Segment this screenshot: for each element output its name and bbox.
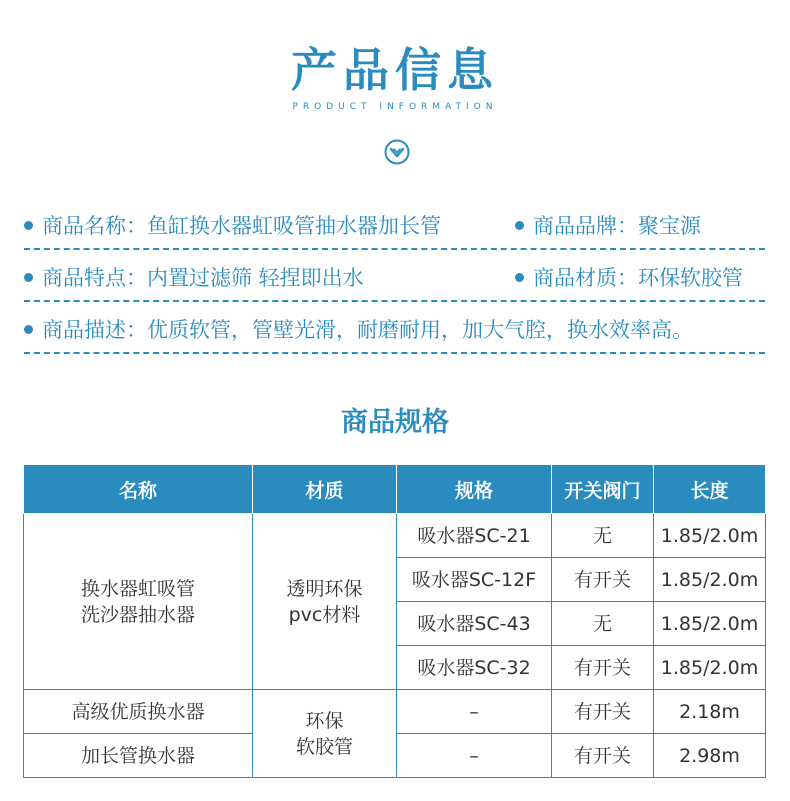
valve-cell: 有开关 (552, 690, 654, 734)
product-name-label: 商品名称： (42, 214, 147, 238)
page-title: 产品信息 (291, 43, 499, 97)
group1-material-line1: 透明环保 (286, 577, 363, 600)
page-subtitle: PRODUCT INFORMATION (292, 102, 498, 112)
bullet-icon (515, 221, 524, 230)
product-feature-label: 商品特点： (42, 266, 147, 290)
name-cell: 加长管换水器 (24, 734, 253, 778)
header-length: 长度 (654, 465, 766, 514)
header-spec: 规格 (397, 465, 552, 514)
valve-cell: 有开关 (552, 558, 654, 602)
spec-cell: – (397, 690, 552, 734)
product-feature-value: 内置过滤筛 轻捏即出水 (147, 266, 364, 290)
length-cell: 1.85/2.0m (654, 646, 766, 690)
header-name: 名称 (24, 465, 253, 514)
chevron-down-circle-icon (384, 139, 410, 165)
length-cell: 1.85/2.0m (654, 558, 766, 602)
bullet-icon (24, 273, 33, 282)
group1-name-line2: 洗沙器抽水器 (80, 603, 195, 626)
group2-material-cell (253, 690, 397, 778)
spec-cell: – (397, 734, 552, 778)
group1-material-cell (253, 514, 397, 690)
valve-cell: 无 (552, 602, 654, 646)
product-name-value: 鱼缸换水器虹吸管抽水器加长管 (147, 214, 441, 238)
length-cell: 1.85/2.0m (654, 602, 766, 646)
group1-name-line1: 换水器虹吸管 (80, 577, 195, 600)
group1-material-line2: pvc材料 (288, 603, 361, 626)
group2-material-line1: 环保 (305, 709, 344, 732)
spec-cell: 吸水器SC-32 (397, 646, 552, 690)
product-desc-field (24, 314, 693, 344)
spec-cell: 吸水器SC-12F (397, 558, 552, 602)
valve-cell: 有开关 (552, 734, 654, 778)
table-header-row (24, 465, 766, 514)
product-name-field (24, 210, 441, 240)
bullet-icon (24, 325, 33, 334)
name-cell: 高级优质换水器 (24, 690, 253, 734)
specs-table (23, 464, 766, 778)
group1-name-cell (24, 514, 253, 690)
header-material: 材质 (253, 465, 397, 514)
product-brand-field (515, 210, 701, 240)
product-material-value: 环保软胶管 (638, 266, 743, 290)
specs-title: 商品规格 (341, 407, 449, 438)
spec-cell: 吸水器SC-21 (397, 514, 552, 558)
product-feature-field (24, 262, 364, 292)
length-cell: 2.18m (654, 690, 766, 734)
info-row-3 (24, 304, 765, 354)
product-desc-value: 优质软管，管壁光滑，耐磨耐用，加大气腔，换水效率高。 (147, 318, 693, 342)
product-material-field (515, 262, 743, 292)
header-valve: 开关阀门 (552, 465, 654, 514)
group2-material-line2: 软胶管 (295, 735, 353, 758)
info-row-2 (24, 252, 765, 302)
valve-cell: 有开关 (552, 646, 654, 690)
table-row (24, 690, 766, 734)
product-material-label: 商品材质： (533, 266, 638, 290)
bullet-icon (24, 221, 33, 230)
bullet-icon (515, 273, 524, 282)
info-row-1 (24, 200, 765, 250)
length-cell: 1.85/2.0m (654, 514, 766, 558)
valve-cell: 无 (552, 514, 654, 558)
product-desc-label: 商品描述： (42, 318, 147, 342)
spec-cell: 吸水器SC-43 (397, 602, 552, 646)
length-cell: 2.98m (654, 734, 766, 778)
product-brand-value: 聚宝源 (638, 214, 701, 238)
product-brand-label: 商品品牌： (533, 214, 638, 238)
table-row (24, 514, 766, 558)
